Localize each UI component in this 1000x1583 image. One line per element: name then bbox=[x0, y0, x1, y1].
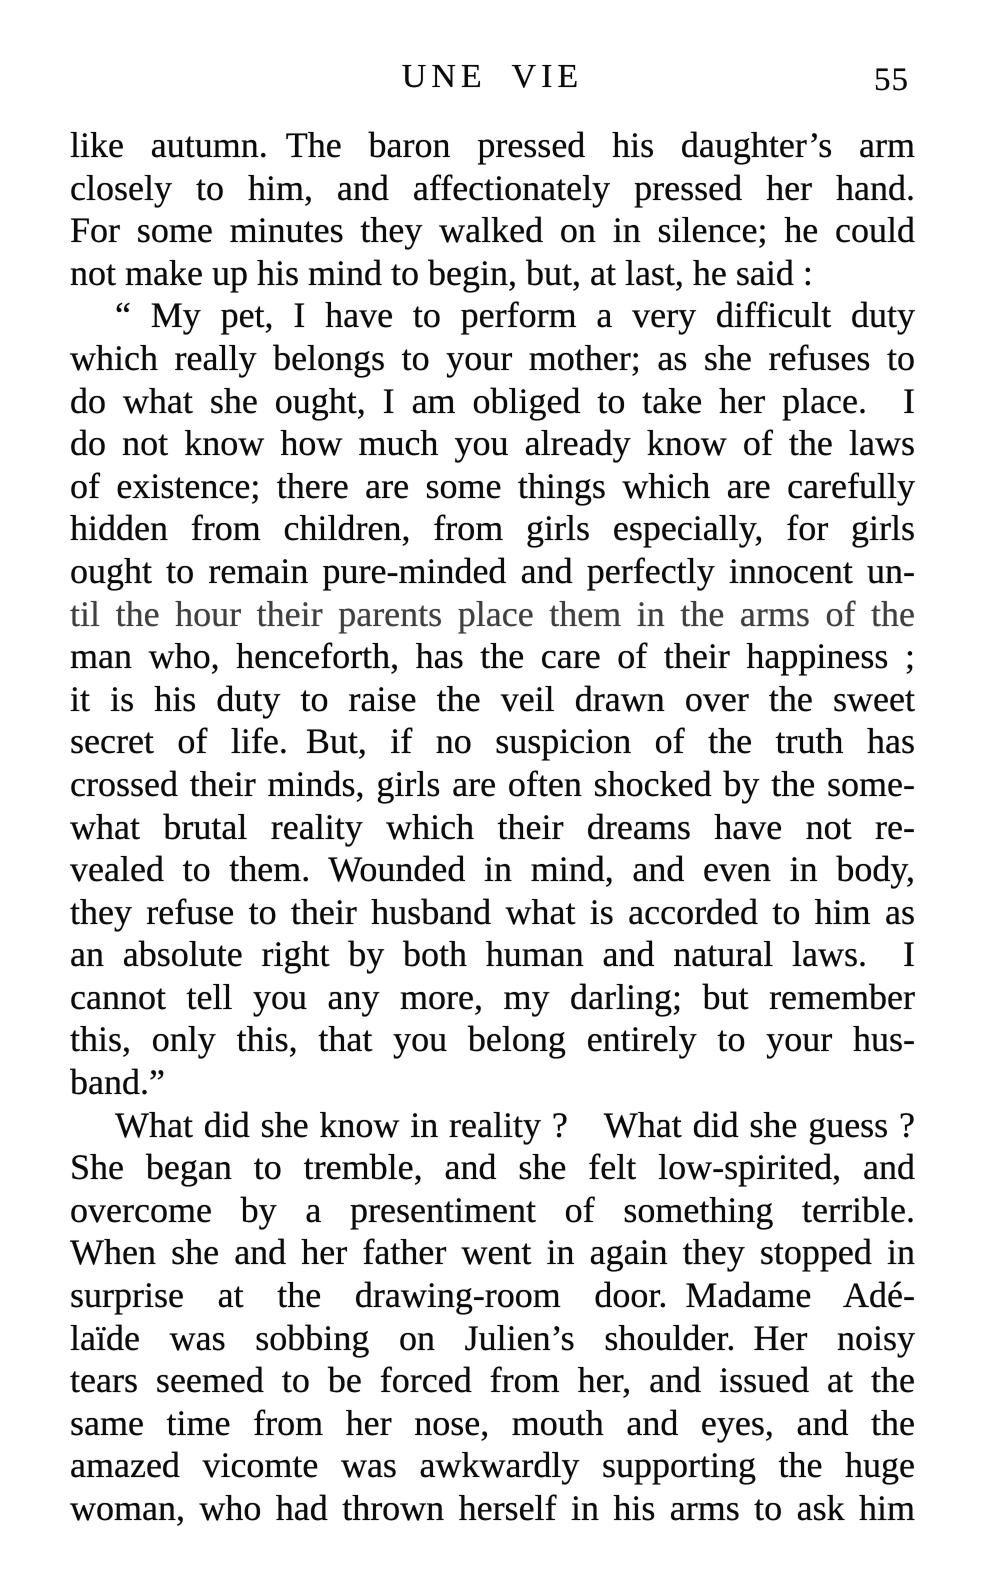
text-line: an absolute right by both human and natural laws. I bbox=[70, 934, 915, 975]
text-line: For some minutes they walked on in silence; he could bbox=[70, 210, 915, 251]
text-line: What did she know in reality ? What did she guess ? bbox=[115, 1104, 915, 1145]
text-line: overcome by a presentiment of something terrible. bbox=[70, 1189, 915, 1230]
page-number: 55 bbox=[874, 62, 909, 98]
text-line: secret of life. But, if no suspicion of the truth has bbox=[70, 721, 915, 762]
text-line: vealed to them. Wounded in mind, and even in body, bbox=[70, 849, 915, 890]
text-line: ought to remain pure-minded and perfectly innocent un- bbox=[70, 550, 915, 591]
text-line: When she and her father went in again they stopped in bbox=[70, 1232, 915, 1273]
text-line: laïde was sobbing on Julien’s shoulder. Her noisy bbox=[70, 1317, 915, 1358]
text-line: like autumn. The baron pressed his daughter’s arm bbox=[70, 125, 915, 165]
text-line: crossed their minds, girls are often shocked by the some- bbox=[70, 763, 915, 804]
running-head bbox=[70, 58, 915, 106]
text-line: band.” bbox=[70, 1062, 165, 1103]
text-line: surprise at the drawing-room door. Madame Adé- bbox=[70, 1275, 915, 1316]
text-line: woman, who had thrown herself in his arms to ask him bbox=[70, 1488, 915, 1528]
text-line: “ My pet, I have to perform a very difficult duty bbox=[115, 295, 915, 336]
text-line: do not know how much you already know of the laws bbox=[70, 423, 915, 464]
text-line: of existence; there are some things which are carefully bbox=[70, 465, 915, 506]
text-line: this, only this, that you belong entirely to your hus- bbox=[70, 1019, 915, 1060]
text-line: tears seemed to be forced from her, and issued at the bbox=[70, 1360, 915, 1401]
text-line: it is his duty to raise the veil drawn over the sweet bbox=[70, 678, 915, 719]
text-line: She began to tremble, and she felt low-spirited, and bbox=[70, 1147, 915, 1188]
text-block bbox=[70, 124, 915, 1530]
text-line: same time from her nose, mouth and eyes, and the bbox=[70, 1402, 915, 1443]
text-line: which really belongs to your mother; as she refuses to bbox=[70, 337, 915, 378]
text-line: amazed vicomte was awkwardly supporting the huge bbox=[70, 1445, 915, 1486]
text-line: closely to him, and affectionately pressed her hand. bbox=[70, 167, 915, 208]
text-line: what brutal reality which their dreams have not re- bbox=[70, 806, 915, 847]
text-line: hidden from children, from girls especially, for girls bbox=[70, 508, 915, 549]
text-line: cannot tell you any more, my darling; but remember bbox=[70, 976, 915, 1017]
text-line: til the hour their parents place them in the arms of the bbox=[70, 593, 915, 634]
running-title: UNE VIE bbox=[401, 58, 584, 95]
text-line: do what she ought, I am obliged to take her place. I bbox=[70, 380, 915, 421]
text-line: they refuse to their husband what is accorded to him as bbox=[70, 891, 915, 932]
text-line: man who, henceforth, has the care of their happiness ; bbox=[70, 636, 915, 677]
text-line: not make up his mind to begin, but, at last, he said : bbox=[70, 252, 813, 293]
